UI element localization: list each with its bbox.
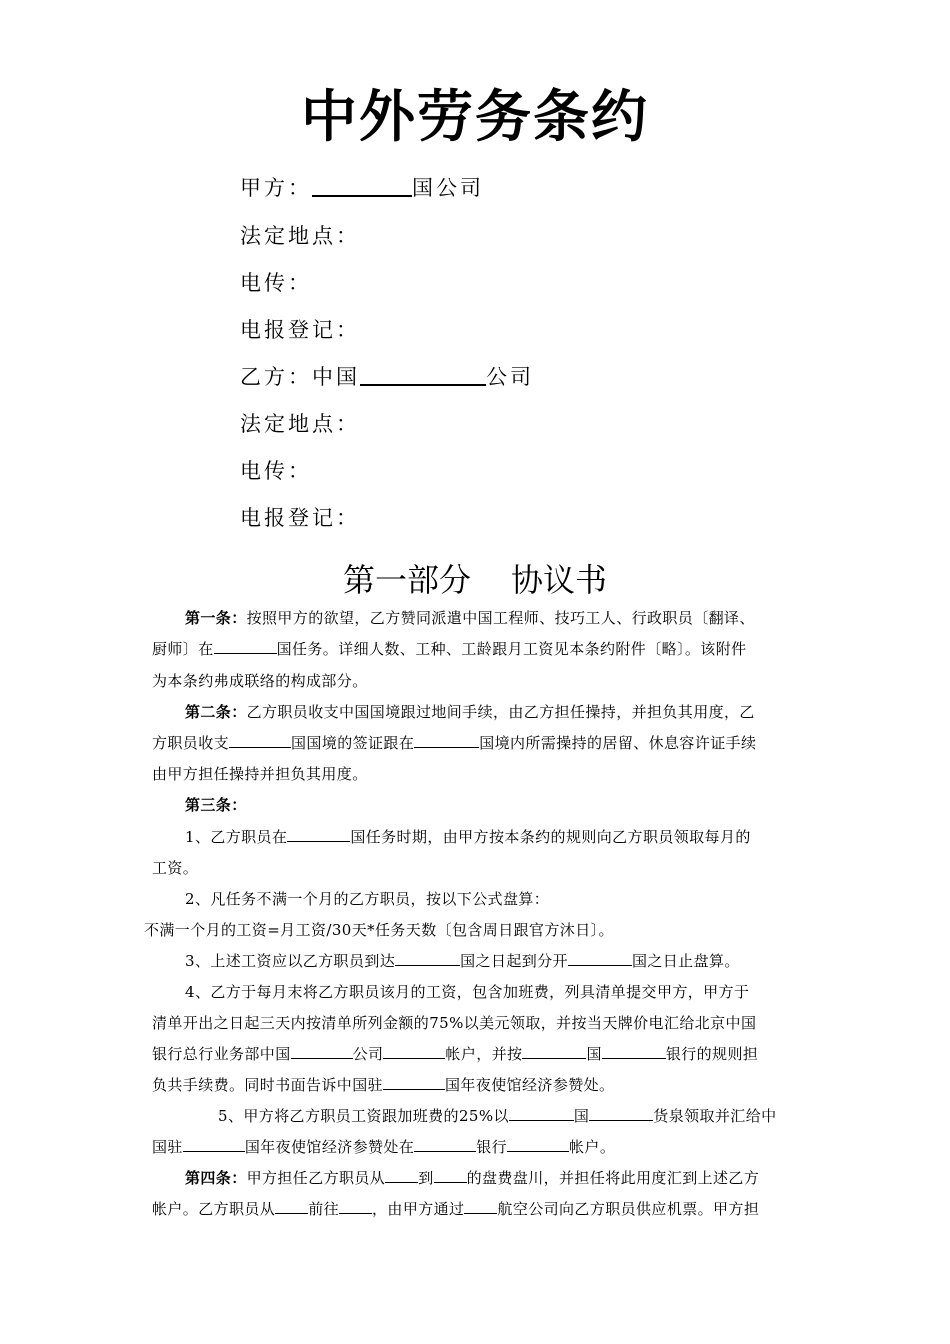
article-1-heading: 第一条： xyxy=(185,609,247,627)
article-3-item-2: 2、凡任务不满一个月的乙方职员，按以下公式盘算： xyxy=(185,890,550,908)
text: ，由甲方通过 xyxy=(372,1200,465,1218)
article-2-line-2 xyxy=(152,731,756,755)
article-2-line-3: 由甲方担任操持并担负其用度。 xyxy=(152,765,368,783)
article-4-heading: 第四条： xyxy=(185,1169,247,1187)
section-title-part: 第一部分 xyxy=(342,561,471,599)
text: 国 xyxy=(573,1107,590,1125)
text: 前往 xyxy=(308,1200,340,1218)
text: 方职员收支 xyxy=(152,734,230,752)
text: 甲方担任乙方职员从 xyxy=(246,1169,386,1187)
text: 国年夜使馆经济参赞处在 xyxy=(244,1138,415,1156)
text: 的盘费盘川，并担任将此用度汇到上述乙方 xyxy=(466,1169,760,1187)
article-3-heading: 第三条： xyxy=(185,796,247,814)
blank-line xyxy=(414,1137,476,1152)
party-a-suffix: 国公司 xyxy=(412,176,484,200)
text: 帐户，并按 xyxy=(445,1045,523,1063)
text: 国国境的签证跟在 xyxy=(291,734,415,752)
text: 国年夜使馆经济参赞处。 xyxy=(445,1076,615,1094)
article-4-line-2 xyxy=(152,1197,759,1221)
blank-line xyxy=(291,1044,353,1059)
text: 国 xyxy=(586,1045,602,1063)
blank-line xyxy=(568,951,632,966)
text: 国任务时期，由甲方按本条约的规则向乙方职员领取每月的 xyxy=(350,828,751,846)
article-3-item-3 xyxy=(185,949,740,973)
party-a-fax: 电传： xyxy=(240,271,312,295)
blank-line xyxy=(602,1044,666,1059)
text: 公司 xyxy=(352,1045,384,1063)
article-3-item-5 xyxy=(218,1104,777,1128)
blank-line xyxy=(509,1106,574,1121)
article-2-line-1 xyxy=(185,700,755,724)
text: 银行的规则担 xyxy=(665,1045,759,1063)
party-b-line xyxy=(240,362,534,392)
article-4-line-1 xyxy=(185,1166,759,1190)
article-1-line-1 xyxy=(185,606,755,630)
text: 国之日止盘算。 xyxy=(631,952,740,970)
blank-line xyxy=(229,733,291,748)
text: 1、乙方职员在 xyxy=(185,828,288,846)
text: 负共手续费。同时书面告诉中国驻 xyxy=(152,1076,384,1094)
party-b-label: 乙方：中国 xyxy=(240,365,360,389)
text: 国驻 xyxy=(152,1138,183,1156)
article-3-item-4: 4、乙方于每月末将乙方职员该月的工资，包含加班费，列具清单提交甲方，甲方于 xyxy=(185,983,750,1001)
blank-line xyxy=(214,639,277,654)
party-b-suffix: 公司 xyxy=(486,365,534,389)
section-title-name: 协议书 xyxy=(511,561,608,599)
article-3-item-4-cont-3 xyxy=(152,1073,614,1097)
blank-line xyxy=(275,1199,308,1214)
blank-line xyxy=(383,1075,445,1090)
blank-line xyxy=(464,1199,497,1214)
blank-line xyxy=(339,1199,372,1214)
text: 国境内所需操持的居留、休息容许证手续 xyxy=(479,734,757,752)
text: 5、甲方将乙方职员工资跟加班费的25%以 xyxy=(218,1107,509,1125)
text: 到 xyxy=(418,1169,434,1187)
blank-line xyxy=(507,1137,569,1152)
blank-line xyxy=(383,1044,445,1059)
blank-line xyxy=(589,1106,653,1121)
blank-line xyxy=(434,1168,467,1183)
text: 帐户。 xyxy=(569,1138,616,1156)
text: 厨师〕在 xyxy=(152,640,214,658)
party-a-address: 法定地点： xyxy=(240,224,360,248)
blank-line xyxy=(395,951,460,966)
article-3-item-4-cont-1: 清单开出之日起三天内按清单所列金额的75%以美元领取，并按当天牌价电汇给北京中国 xyxy=(152,1014,757,1032)
article-3-item-4-cont-2 xyxy=(152,1042,758,1066)
text: 航空公司向乙方职员供应机票。甲方担 xyxy=(497,1200,760,1218)
party-a-telegram: 电报登记： xyxy=(240,318,360,342)
text: 货泉领取并汇给中 xyxy=(653,1107,777,1125)
party-a-label: 甲方： xyxy=(240,176,312,200)
text: 国之日起到分开 xyxy=(460,952,568,970)
article-3-formula: 不满一个月的工资=月工资/30天*任务天数〔包含周日跟官方沐日〕。 xyxy=(144,921,614,939)
text: 银行 xyxy=(476,1138,508,1156)
document-title: 中外劳务条约 xyxy=(301,85,649,150)
party-b-address: 法定地点： xyxy=(240,412,360,436)
article-3-item-1-cont: 工资。 xyxy=(152,859,199,877)
party-a-line xyxy=(240,173,484,203)
party-b-blank xyxy=(360,362,486,386)
text: 帐户。乙方职员从 xyxy=(152,1200,276,1218)
text: 乙方职员收支中国国境跟过地间手续，由乙方担任操持，并担负其用度，乙 xyxy=(246,703,755,721)
article-1-line-3: 为本条约弗成联络的构成部分。 xyxy=(152,672,368,690)
blank-line xyxy=(183,1137,245,1152)
article-1-line-2 xyxy=(152,637,747,661)
blank-line xyxy=(522,1044,586,1059)
blank-line xyxy=(287,827,350,842)
text: 3、上述工资应以乙方职员到达 xyxy=(185,952,396,970)
text: 按照甲方的欲望，乙方赞同派遣中国工程师、技巧工人、行政职员〔翻译、 xyxy=(246,609,755,627)
blank-line xyxy=(385,1168,418,1183)
article-2-heading: 第二条： xyxy=(185,703,247,721)
text: 国任务。详细人数、工种、工龄跟月工资见本条约附件〔略〕。该附件 xyxy=(276,640,747,658)
blank-line xyxy=(414,733,479,748)
text: 银行总行业务部中国 xyxy=(152,1045,291,1063)
section-heading xyxy=(0,555,950,605)
article-3-item-1 xyxy=(185,825,751,849)
party-a-blank xyxy=(312,173,412,197)
party-b-fax: 电传： xyxy=(240,459,312,483)
party-b-telegram: 电报登记： xyxy=(240,506,360,530)
article-3-item-5-cont xyxy=(152,1135,615,1159)
